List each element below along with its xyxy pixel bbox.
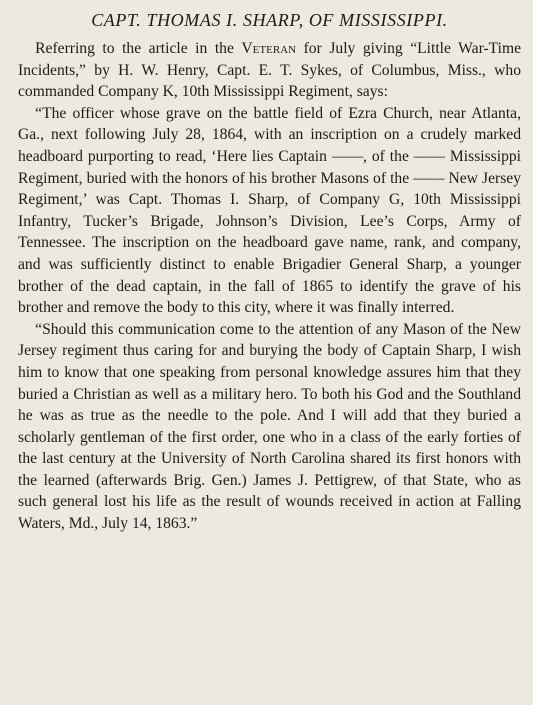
- article-title: CAPT. THOMAS I. SHARP, OF MISSISSIPPI.: [91, 10, 448, 30]
- publication-name: Veteran: [241, 40, 297, 57]
- quote-paragraph-2: “Should this communication come to the attention of any Mason of the New Jersey regiment thus caring for and burying the body of Captain Sharp, I wish him to know that one speaking from personal knowledge assures him that they buried a Christian as well as a military hero. To both his God and the Southland he was as true as the needle to the pole. And I will add that they buried a scholarly gentleman of the first order, one who in a class of the early forties of the last century at the University of North Carolina shared its first honors with the learned (afterwards Brig. Gen.) James J. Pettigrew, of that State, who as such general lost his life as the result of wounds received in action at Falling Waters, Md., July 14, 1863.”: [18, 320, 521, 533]
- intro-text-before: Referring to the article in the: [35, 40, 242, 57]
- intro-text-after: for July giving “Little War-Time Incidents,” by H. W. Henry, Capt. E. T. Sykes, of Columbus, Miss., who commanded Company K, 10th Mississippi Regiment, says:: [18, 40, 522, 101]
- quote-paragraph-1: “The officer whose grave on the battle field of Ezra Church, near Atlanta, Ga., next following July 28, 1864, with an inscription on a crudely marked headboard purporting to read, ‘Here lies Captain ——, of the —— Mississippi Regiment, buried with the honors of his brother Masons of the —— New Jersey Regiment,’ was Capt. Thomas I. Sharp, of Company G, 10th Mississippi Infantry, Tucker’s Brigade, Johnson’s Division, Lee’s Corps, Army of Tennessee. The inscription on the headboard gave name, rank, and company, and was sufficiently distinct to enable Brigadier General Sharp, a younger brother of the dead captain, in the fall of 1865 to identify the grave of his brother and remove the body to this city, where it was finally interred.: [18, 104, 521, 317]
- intro-paragraph: [18, 38, 521, 103]
